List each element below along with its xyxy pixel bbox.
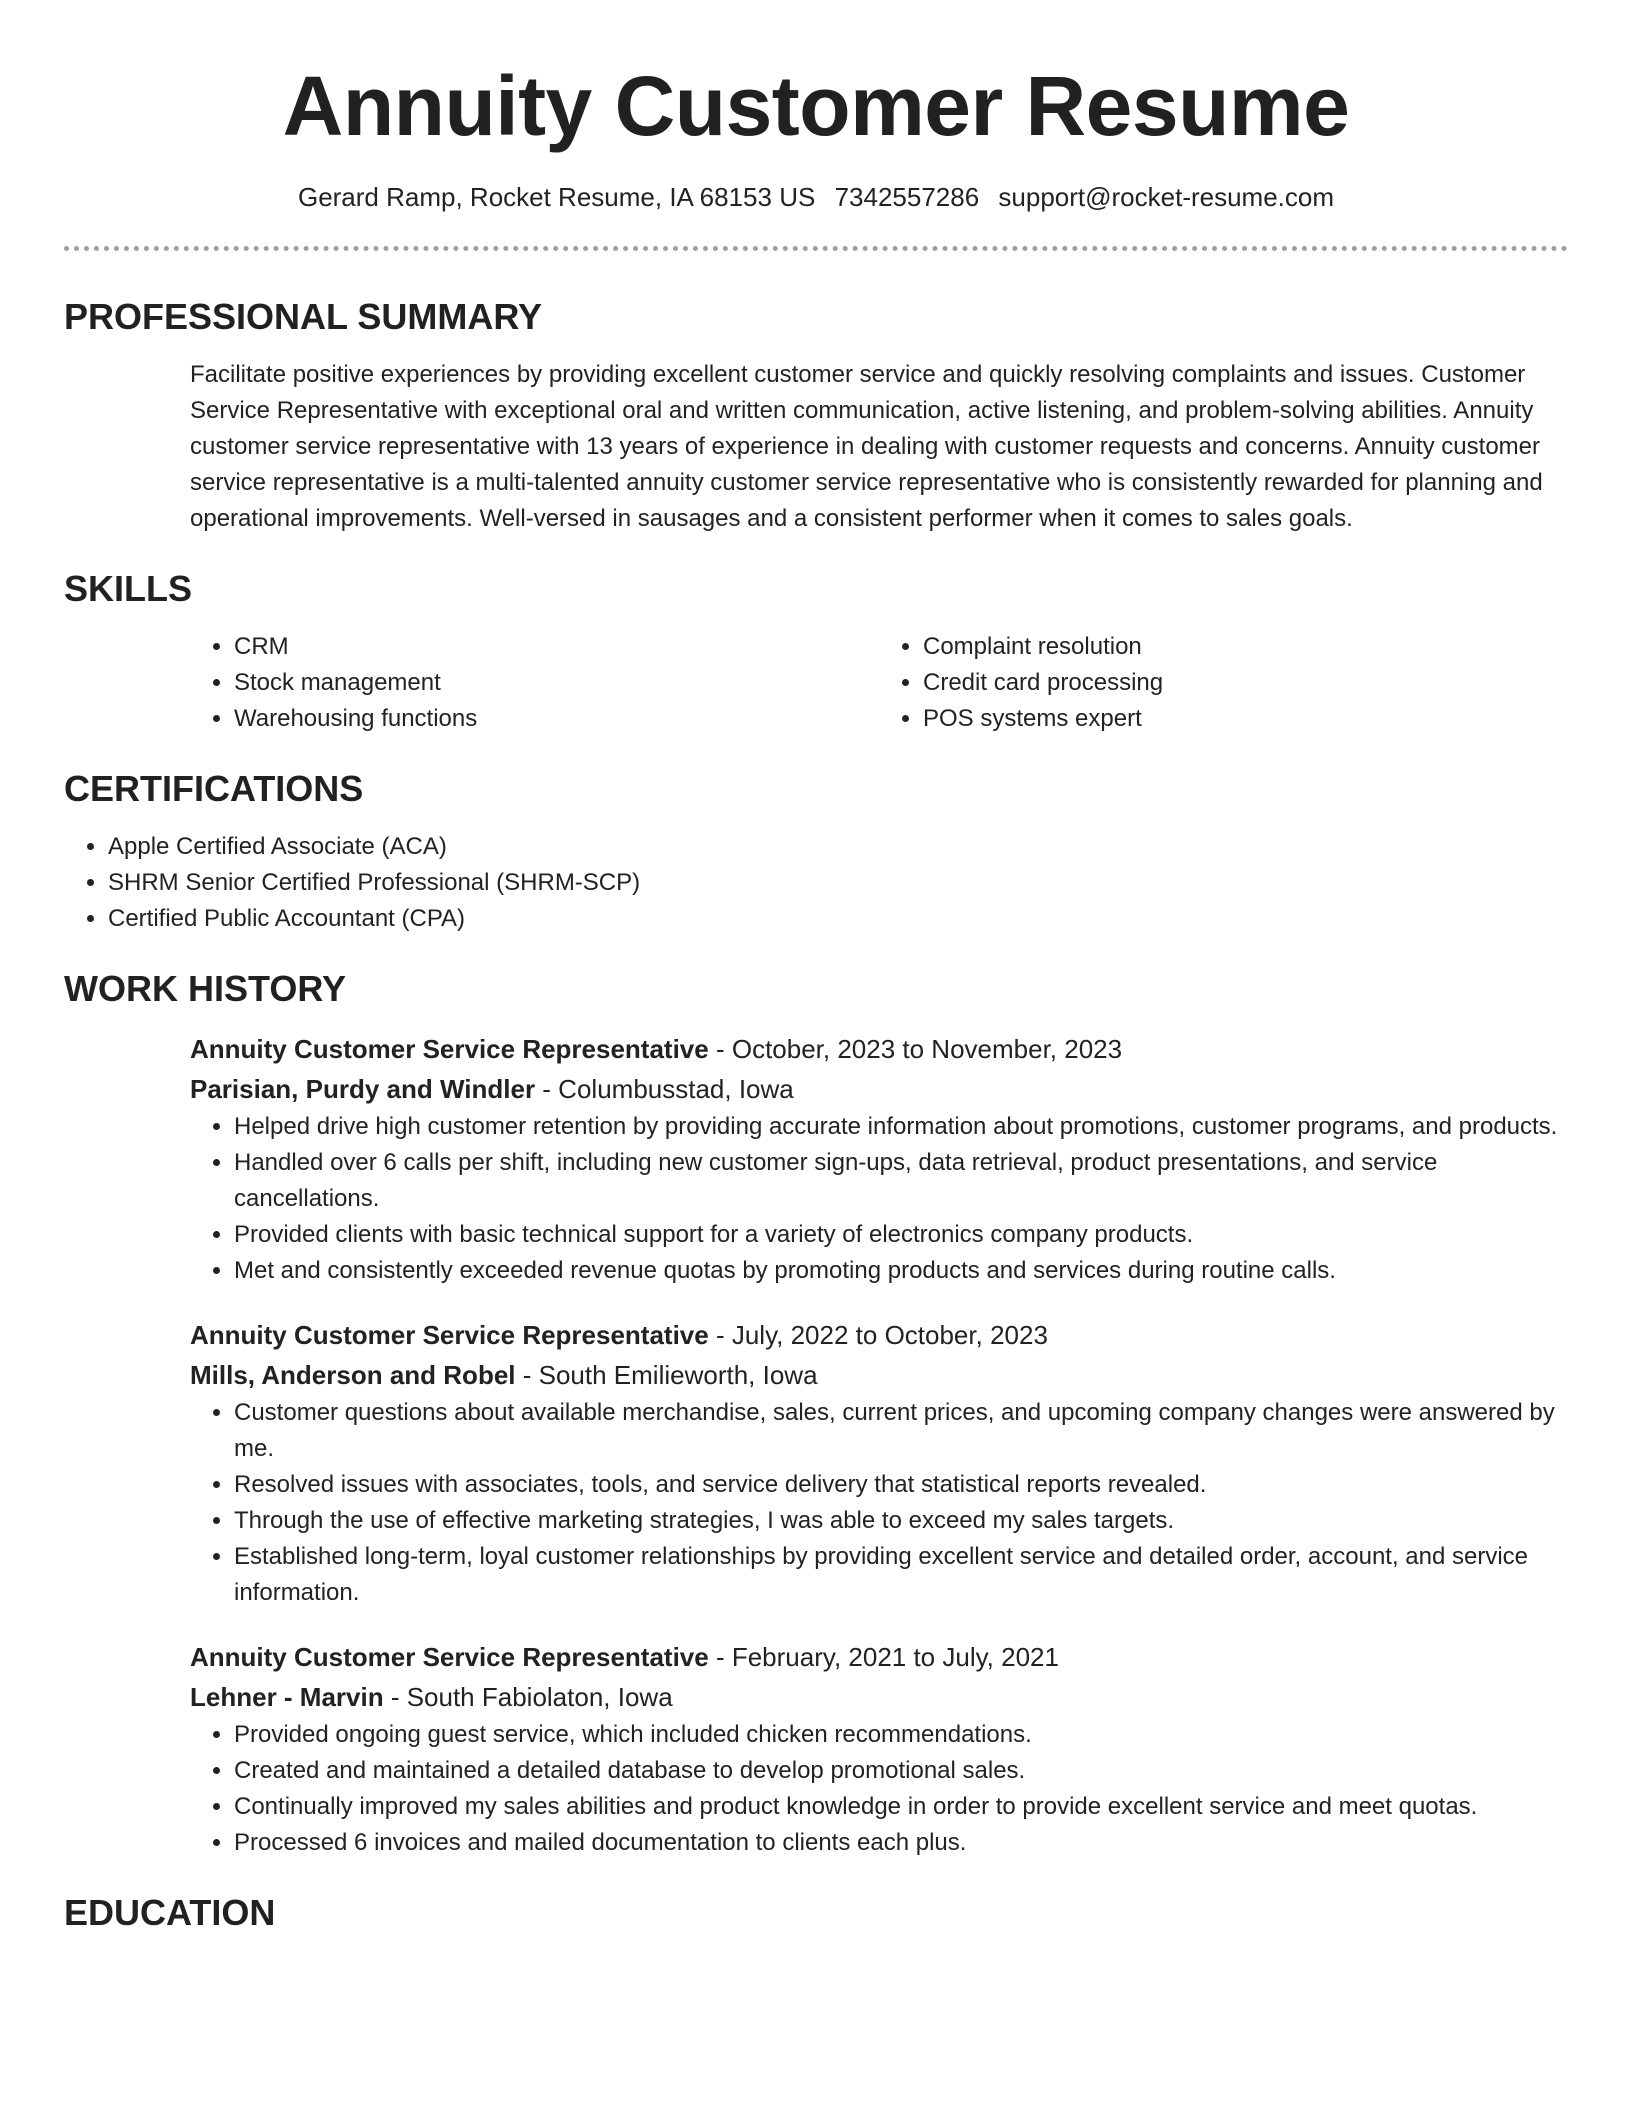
certification-item: • Certified Public Accountant (CPA) bbox=[108, 901, 1568, 937]
skills-list bbox=[190, 629, 1568, 737]
job-location: - Columbusstad, Iowa bbox=[535, 1074, 794, 1104]
job-entry bbox=[190, 1637, 1568, 1861]
job-bullet: • Customer questions about available merchandise, sales, current prices, and upcoming company changes were answered by me. bbox=[234, 1395, 1568, 1467]
job-bullet: • Continually improved my sales abilities and product knowledge in order to provide excellent service and meet quotas. bbox=[234, 1789, 1568, 1825]
job-bullet: • Resolved issues with associates, tools, and service delivery that statistical reports revealed. bbox=[234, 1467, 1568, 1503]
resume-title: Annuity Customer Resume bbox=[282, 59, 1350, 153]
header-divider bbox=[64, 246, 1568, 251]
job-entry bbox=[190, 1029, 1568, 1289]
work-history-heading: WORK HISTORY bbox=[64, 968, 347, 1009]
job-company-line bbox=[190, 1355, 1568, 1395]
skill-item: • Stock management bbox=[234, 665, 879, 701]
contact-line bbox=[64, 180, 1568, 214]
contact-address: Gerard Ramp, Rocket Resume, IA 68153 US bbox=[297, 182, 816, 212]
job-bullet: • Handled over 6 calls per shift, including new customer sign-ups, data retrieval, product presentations, and service cancellations. bbox=[234, 1145, 1568, 1217]
job-title-line bbox=[190, 1637, 1568, 1677]
job-entry bbox=[190, 1315, 1568, 1611]
job-company-line bbox=[190, 1069, 1568, 1109]
job-bullet: • Helped drive high customer retention by providing accurate information about promotions, customer programs, and products. bbox=[234, 1109, 1568, 1145]
job-bullet: • Created and maintained a detailed database to develop promotional sales. bbox=[234, 1753, 1568, 1789]
job-bullets bbox=[190, 1109, 1568, 1289]
job-company-line bbox=[190, 1677, 1568, 1717]
job-bullets bbox=[190, 1717, 1568, 1861]
skill-item: • Warehousing functions bbox=[234, 701, 879, 737]
job-bullets bbox=[190, 1395, 1568, 1611]
job-title-line bbox=[190, 1315, 1568, 1355]
certification-item: • SHRM Senior Certified Professional (SHRM-SCP) bbox=[108, 865, 1568, 901]
summary-text: Facilitate positive experiences by providing excellent customer service and quickly resolving complaints and issues. Customer Service Representative with exceptional oral and written communication, active listening, and problem-solving abilities. Annuity customer service representative with 13 years of experience in dealing with customer requests and concerns. Annuity customer service representative is a multi-talented annuity customer service representative who is consistently rewarded for planning and operational improvements. Well-versed in sausages and a consistent performer when it comes to sales goals. bbox=[190, 361, 1543, 532]
job-title: Annuity Customer Service Representative bbox=[190, 1320, 709, 1350]
job-company: Lehner - Marvin bbox=[190, 1682, 384, 1712]
summary-heading: PROFESSIONAL SUMMARY bbox=[64, 296, 543, 337]
skills-right-column bbox=[879, 629, 1568, 737]
skill-item: • CRM bbox=[234, 629, 879, 665]
job-bullet: • Provided clients with basic technical support for a variety of electronics company products. bbox=[234, 1217, 1568, 1253]
certification-item: • Apple Certified Associate (ACA) bbox=[108, 829, 1568, 865]
skill-item: • Credit card processing bbox=[923, 665, 1568, 701]
job-bullet: • Established long-term, loyal customer relationships by providing excellent service and detailed order, account, and service information. bbox=[234, 1539, 1568, 1611]
job-dates: - July, 2022 to October, 2023 bbox=[708, 1320, 1048, 1350]
resume-page bbox=[64, 0, 1568, 1935]
certifications-heading: CERTIFICATIONS bbox=[64, 768, 364, 809]
job-title: Annuity Customer Service Representative bbox=[190, 1034, 709, 1064]
contact-phone: 7342557286 bbox=[834, 182, 980, 212]
skills-heading: SKILLS bbox=[64, 568, 193, 609]
skill-item: • POS systems expert bbox=[923, 701, 1568, 737]
job-location: - South Emilieworth, Iowa bbox=[515, 1360, 818, 1390]
job-bullet: • Through the use of effective marketing strategies, I was able to exceed my sales targets. bbox=[234, 1503, 1568, 1539]
certifications-list bbox=[64, 829, 1568, 937]
job-bullet: • Provided ongoing guest service, which included chicken recommendations. bbox=[234, 1717, 1568, 1753]
job-dates: - October, 2023 to November, 2023 bbox=[708, 1034, 1123, 1064]
job-bullet: • Processed 6 invoices and mailed documentation to clients each plus. bbox=[234, 1825, 1568, 1861]
job-title: Annuity Customer Service Representative bbox=[190, 1642, 709, 1672]
education-heading: EDUCATION bbox=[64, 1892, 276, 1933]
job-dates: - February, 2021 to July, 2021 bbox=[708, 1642, 1059, 1672]
job-location: - South Fabiolaton, Iowa bbox=[383, 1682, 673, 1712]
skill-item: • Complaint resolution bbox=[923, 629, 1568, 665]
skills-left-column bbox=[190, 629, 879, 737]
job-bullet: • Met and consistently exceeded revenue quotas by promoting products and services during routine calls. bbox=[234, 1253, 1568, 1289]
job-title-line bbox=[190, 1029, 1568, 1069]
job-company: Mills, Anderson and Robel bbox=[190, 1360, 516, 1390]
contact-email: support@rocket-resume.com bbox=[998, 182, 1335, 212]
job-company: Parisian, Purdy and Windler bbox=[190, 1074, 536, 1104]
